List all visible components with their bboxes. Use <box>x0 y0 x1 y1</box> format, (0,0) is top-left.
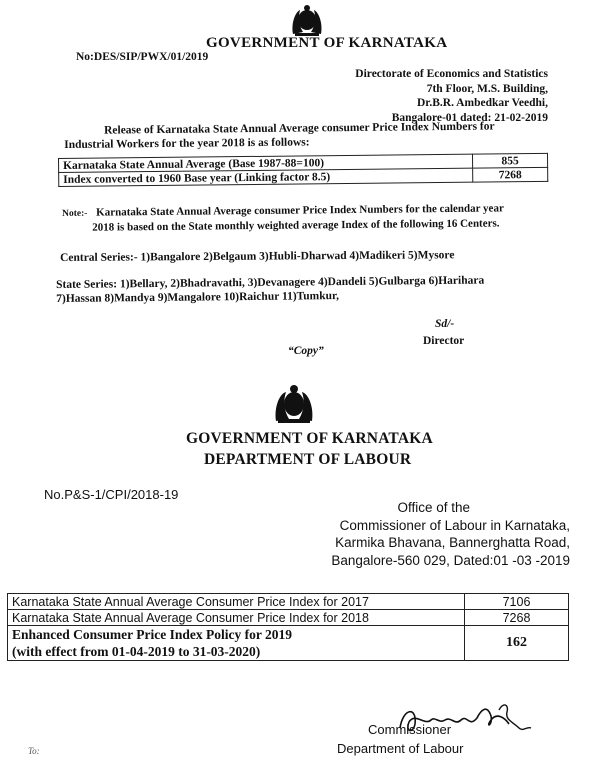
reference-number-2: No.P&S-1/CPI/2018-19 <box>44 487 179 502</box>
cpi-table-2 <box>7 593 569 661</box>
address-line: Directorate of Economics and Statistics <box>355 68 548 80</box>
policy-line: (with effect from 01-04-2019 to 31-03-2020) <box>12 644 261 659</box>
policy-value: 162 <box>465 626 569 661</box>
policy-line: Enhanced Consumer Price Index Policy for 2019 <box>12 627 292 642</box>
note-line: 2018 is based on the State monthly weighted average Index of the following 16 Centers. <box>92 216 500 234</box>
dept-heading: DEPARTMENT OF LABOUR <box>204 451 412 468</box>
note-label: Note:- <box>62 208 88 219</box>
karnataka-emblem-top <box>287 4 327 36</box>
intro-line: Industrial Workers for the year 2018 is as follows: <box>64 136 310 151</box>
address-line: Karmika Bhavana, Bannerghatta Road, <box>335 535 570 550</box>
commissioner-title: Commissioner <box>368 722 452 737</box>
table-cell-label: Karnataka State Annual Average Consumer Price Index for 2018 <box>8 610 465 626</box>
address-line: Bangalore-01 dated: 21-02-2019 <box>391 111 548 124</box>
to-label: To: <box>28 746 40 756</box>
reference-number-1: No:DES/SIP/PWX/01/2019 <box>76 51 209 63</box>
table-row <box>8 626 569 661</box>
table-cell-label: Karnataka State Annual Average Consumer Price Index for 2017 <box>8 594 465 610</box>
address-line: Bangalore-560 029, Dated:01 -03 -2019 <box>331 552 570 568</box>
cpi-table-1 <box>58 153 548 187</box>
table-row <box>8 594 569 610</box>
director-signatory: Director <box>423 335 465 347</box>
karnataka-emblem-middle <box>270 384 318 424</box>
address-block-2 <box>300 499 570 569</box>
address-line: Commissioner of Labour in Karnataka, <box>339 517 570 533</box>
table-cell-value: 7268 <box>465 610 569 626</box>
gov-heading-2: GOVERNMENT OF KARNATAKA <box>186 430 433 447</box>
note-block <box>62 202 572 235</box>
table-cell-value: 855 <box>472 153 547 168</box>
copy-label: “Copy” <box>288 345 324 357</box>
policy-label-cell <box>8 626 465 661</box>
address-line: Office of the <box>397 500 470 515</box>
state-series <box>56 272 596 306</box>
note-line: Karnataka State Annual Average consumer Price Index Numbers for the calendar year <box>96 202 504 219</box>
address-block-1 <box>310 67 548 125</box>
department-of-labour: Department of Labour <box>337 741 464 756</box>
address-line: Dr.B.R. Ambedkar Veedhi, <box>416 97 548 109</box>
central-series: Central Series:- 1)Bangalore 2)Belgaum 3)Hubli-Dharwad 4)Madikeri 5)Mysore <box>60 249 455 264</box>
table-cell-value: 7106 <box>465 594 569 610</box>
sd-mark: Sd/- <box>435 318 455 330</box>
intro-line: Release of Karnataka State Annual Average consumer Price Index Numbers for <box>104 120 495 137</box>
address-line: 7th Floor, M.S. Building, <box>426 82 548 95</box>
gov-heading-1: GOVERNMENT OF KARNATAKA <box>206 35 448 51</box>
table-row <box>8 610 569 626</box>
table-cell-label: Index converted to 1960 Base year (Linking factor 8.5) <box>59 168 473 186</box>
release-paragraph <box>64 119 584 152</box>
state-series-line: 7)Hassan 8)Mandya 9)Mangalore 10)Raichur 11)Tumkur, <box>56 290 340 305</box>
state-series-line: State Series: 1)Bellary, 2)Bhadravathi, 3)Devanagere 4)Dandeli 5)Gulbarga 6)Harihara <box>56 274 485 291</box>
table-cell-label: Karnataka State Annual Average (Base 1987-88=100) <box>59 154 473 172</box>
table-cell-value: 7268 <box>473 167 548 182</box>
